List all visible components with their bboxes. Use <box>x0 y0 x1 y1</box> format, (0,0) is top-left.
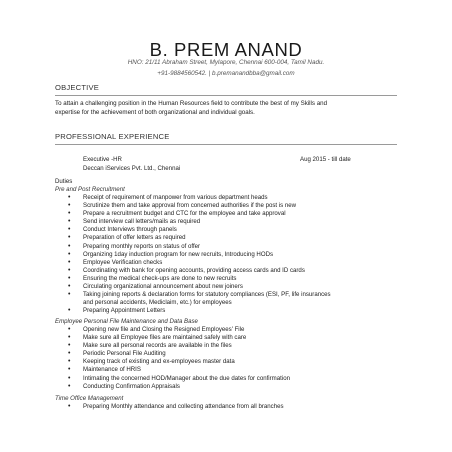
bullet-icon: • <box>68 307 71 315</box>
list-item: • Receipt of requirement of manpower from various department heads <box>68 194 268 201</box>
candidate-name: B. PREM ANAND <box>149 39 303 60</box>
list-item: • Preparation of offer letters as required <box>68 234 186 242</box>
bullet-icon: • <box>68 210 71 218</box>
bullet-icon: • <box>68 258 71 266</box>
bullet-icon: • <box>68 366 71 374</box>
list-item: • Make sure all Employee files are maintained safely with care <box>68 334 247 342</box>
experience-divider <box>55 144 397 145</box>
objective-text-line-2: expertise for the achievement of both organizational and individual goals. <box>55 109 255 116</box>
bullet-icon: • <box>68 374 71 382</box>
time-office-heading: Time Office Management <box>55 395 124 402</box>
objective-divider <box>55 95 397 96</box>
bullet-icon: • <box>68 266 71 274</box>
list-item: • Circulating organizational announcement about new joiners <box>68 283 243 291</box>
phone-email-line: +91-9884560542. | b.premanandbba@gmail.com <box>157 70 295 77</box>
job-period: Aug 2015 - till date <box>300 156 351 163</box>
bullet-icon: • <box>68 202 71 210</box>
list-item: • Taking joining reports & declaration forms for statutory compliances (ESI, PF, life insurances <box>68 291 331 299</box>
list-item: • Preparing Monthly attendance and collecting attendance from all branches <box>68 403 284 410</box>
bullet-icon: • <box>68 403 71 410</box>
list-item: • Preparing Appointment Letters <box>68 307 166 315</box>
bullet-icon: • <box>68 242 71 250</box>
list-item: • Maintenance of HRIS <box>68 366 141 374</box>
personnel-file-list <box>68 326 403 391</box>
address-line: HNO: 21/11 Abraham Street, Mylapore, Chennai 600-004, Tamil Nadu. <box>127 59 325 66</box>
bullet-icon: • <box>68 250 71 258</box>
bullet-icon: • <box>68 358 71 366</box>
list-item: • Make sure all personal records are available in the files <box>68 342 232 350</box>
experience-heading: PROFESSIONAL EXPERIENCE <box>55 132 170 141</box>
bullet-icon: • <box>68 283 71 291</box>
bullet-icon: • <box>68 342 71 350</box>
list-item: • Conducting Confirmation Appraisals <box>68 382 180 390</box>
list-item-continuation: and personal accidents, Mediclaim, etc.) for employees <box>83 299 232 307</box>
time-office-list <box>68 403 403 411</box>
list-item: • Employee Verification checks <box>68 258 163 266</box>
list-item: • Preparing monthly reports on status of offer <box>68 242 201 250</box>
bullet-icon: • <box>68 291 71 299</box>
bullet-icon: • <box>68 334 71 342</box>
objective-heading: OBJECTIVE <box>55 83 99 92</box>
list-item: • Scrutinize them and take approval from concerned authorities if the post is new <box>68 202 297 210</box>
list-item: • Ensuring the medical check-ups are done to new recruits <box>68 274 237 282</box>
bullet-icon: • <box>68 218 71 226</box>
bullet-icon: • <box>68 326 71 333</box>
list-item: • Conduct Interviews through panels <box>68 226 177 234</box>
duties-label: Duties <box>55 178 73 185</box>
list-item: • Organizing 1day induction program for new recruits, Introducing HODs <box>68 250 274 258</box>
list-item: • Intimating the concerned HOD/Manager about the due dates for confirmation <box>68 374 290 382</box>
bullet-icon: • <box>68 226 71 234</box>
bullet-icon: • <box>68 350 71 358</box>
list-item: • Send interview call letters/mails as required <box>68 218 201 226</box>
pre-post-recruitment-heading: Pre and Post Recruitment <box>55 186 125 193</box>
bullet-icon: • <box>68 382 71 390</box>
pre-post-recruitment-list <box>68 194 403 315</box>
personnel-file-heading: Employee Personal File Maintenance and Data Base <box>55 318 198 325</box>
job-role: Executive -HR <box>83 156 122 163</box>
bullet-icon: • <box>68 274 71 282</box>
list-item: • Prepare a recruitment budget and CTC for the employee and take approval <box>68 210 286 218</box>
bullet-icon: • <box>68 234 71 242</box>
objective-text-line-1: To attain a challenging position in the Human Resources field to contribute the best of my Skills and <box>55 100 328 107</box>
list-item: • Coordinating with bank for opening accounts, providing access cards and ID cards <box>68 266 305 274</box>
list-item: • Opening new file and Closing the Resigned Employees' File <box>68 326 245 333</box>
list-item: • Keeping track of existing and ex-employees master data <box>68 358 235 366</box>
list-item: • Periodic Personal File Auditing <box>68 350 166 358</box>
bullet-icon: • <box>68 194 71 201</box>
company-name: Deccan iServices Pvt. Ltd., Chennai <box>83 165 181 172</box>
